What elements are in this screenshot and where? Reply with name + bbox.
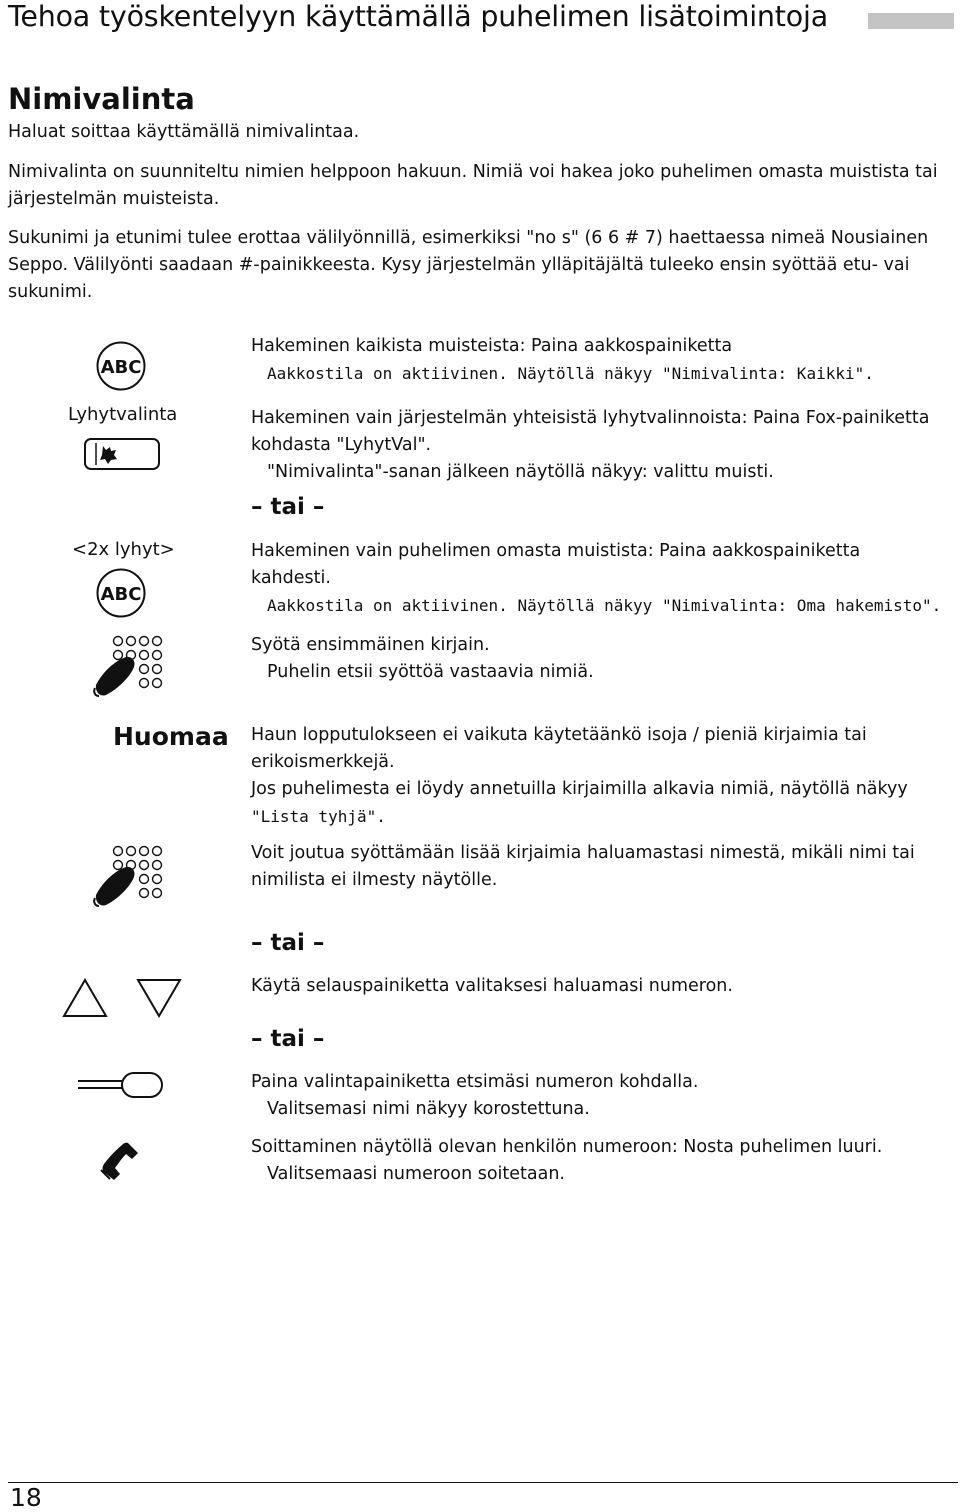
step-text [251,432,951,459]
note-label: Huomaa [113,722,229,751]
scroll-down-icon [136,978,182,1018]
page-number: 18 [10,1483,42,1512]
intro-paragraph-3: Sukunimi ja etunimi tulee erottaa välilyönnillä, esimerkiksi "no s" (6 6 # 7) haettaessa nimeä Nousiainen Seppo. Välilyönti saadaan #-painikkeesta. Kysy järjestelmän ylläpitäjältä tuleeko ensin syöttää etu- vai sukunimi. [8,228,929,302]
step-text: erikoismerkkejä. [251,752,395,772]
abc-key-icon [96,568,146,618]
step-text: Aakkostila on aktiivinen. Näytöllä näkyy "Nimivalinta: Kaikki". [267,364,874,383]
footer-divider [8,1482,958,1483]
page-header-title: Tehoa työskentelyyn käyttämällä puhelimen lisätoimintoja [8,0,828,33]
select-key-icon [78,1070,164,1100]
step-text: "Lista tyhjä". [251,807,386,826]
step-text: Soittaminen näytöllä olevan henkilön numeroon: Nosta puhelimen luuri. [251,1137,883,1157]
step-text: Valitsemasi nimi näkyy korostettuna. [267,1099,590,1119]
abc-key-icon [96,341,146,391]
abc-key-label: ABC [100,357,142,378]
or-separator: – tai – [251,930,325,956]
step-own-memory [251,538,951,619]
or-separator: – tai – [251,494,325,520]
step-more-letters [251,840,951,894]
step-select [251,1069,951,1123]
step-text: Aakkostila on aktiivinen. Näytöllä näkyy "Nimivalinta: Oma hakemisto". [267,596,942,615]
step-text: kahdesti. [251,568,331,588]
step-all-memories [251,333,951,387]
step-scroll: Käytä selauspainiketta valitaksesi haluamasi numeron. [251,976,733,996]
step-text: "Nimivalinta"-sanan jälkeen näytöllä näkyy: valittu muisti. [267,462,774,482]
step-text: Haun lopputulokseen ei vaikuta käytetäänkö isoja / pieniä kirjaimia tai [251,725,867,745]
step-text: Jos puhelimesta ei löydy annetuilla kirjaimilla alkavia nimiä, näytöllä näkyy [251,779,908,799]
step-text: Syötä ensimmäinen kirjain. [251,635,490,655]
handset-icon [98,1140,142,1184]
intro-paragraph-2: Nimivalinta on suunniteltu nimien helppoon hakuun. Nimiä voi hakea joko puhelimen omasta muistista tai järjestelmän muisteista. [8,162,938,209]
step-call [251,1134,951,1188]
section-title: Nimivalinta [8,82,195,116]
step-text: Hakeminen vain puhelimen omasta muistista: Paina aakkospainiketta [251,541,861,561]
step-text: kohdasta "LyhytVal". [251,435,432,455]
or-separator: – tai – [251,1026,325,1052]
intro-paragraph-1: Haluat soittaa käyttämällä nimivalintaa. [8,122,360,142]
abc-key-label: ABC [100,584,142,605]
step-text: Valitsemaasi numeroon soitetaan. [267,1164,565,1184]
step-text: Hakeminen vain järjestelmän yhteisistä lyhytvalinnoista: Paina Fox-painiketta [251,408,930,428]
scroll-up-icon [62,978,108,1018]
step-text: Puhelin etsii syöttöä vastaavia nimiä. [267,662,594,682]
step-text: nimilista ei ilmesty näytölle. [251,870,498,890]
step-system-memory [251,405,951,486]
header-decoration-bar [868,13,954,29]
speed-dial-label: Lyhytvalinta [68,404,178,425]
step-text: Paina valintapainiketta etsimäsi numeron kohdalla. [251,1072,699,1092]
keypad-icon [92,635,164,697]
speed-dial-key-icon [84,438,160,470]
step-text: Voit joutua syöttämään lisää kirjaimia haluamastasi nimestä, mikäli nimi tai [251,843,915,863]
step-enter-first-letter [251,632,951,686]
step-text: Hakeminen kaikista muisteista: Paina aakkospainiketta [251,336,733,356]
keypad-icon [92,845,164,907]
press-twice-label: <2x lyhyt> [72,539,175,560]
note-text [251,722,951,830]
